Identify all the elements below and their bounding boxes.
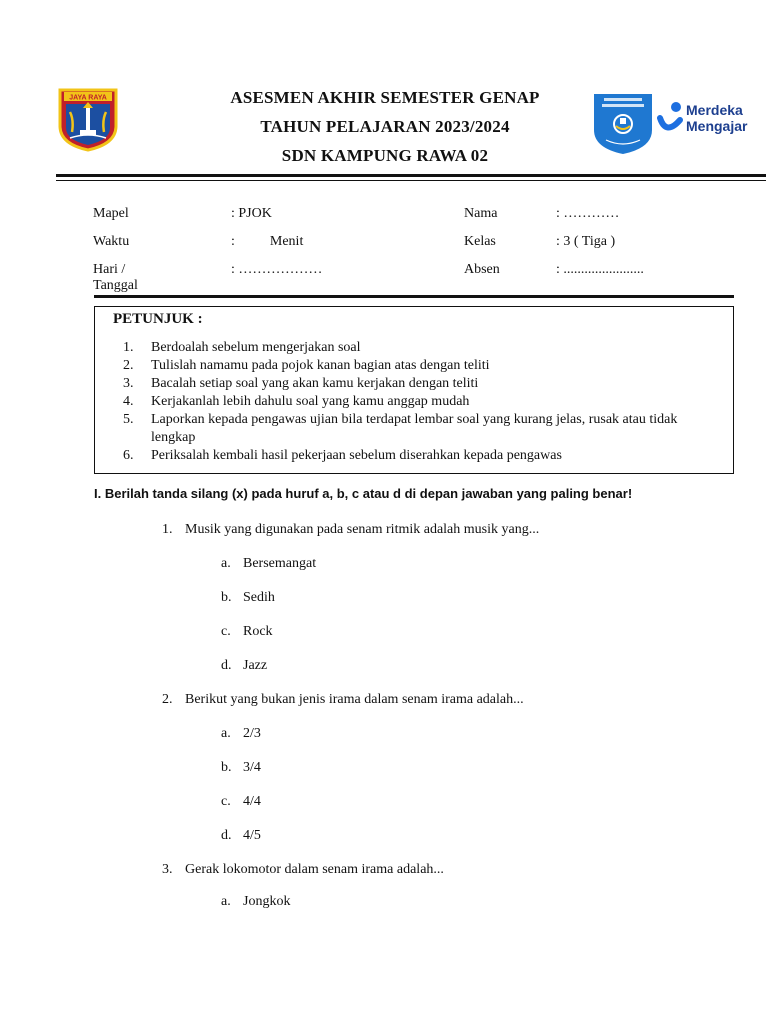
section-heading: I. Berilah tanda silang (x) pada huruf a, b, c atau d di depan jawaban yang paling benar! (94, 486, 633, 501)
waktu-value: : Menit (231, 234, 304, 249)
option-letter: a. (221, 556, 231, 571)
instruction-item (123, 375, 723, 393)
option-letter: d. (221, 828, 232, 843)
instructions-box (94, 306, 734, 474)
merdeka-mengajar-icon (656, 100, 756, 140)
option-letter: b. (221, 590, 232, 605)
instruction-text: Bacalah setiap soal yang akan kamu kerjakan dengan teliti (151, 376, 479, 391)
instructions-list (123, 339, 723, 465)
absen-value: : ....................... (556, 262, 644, 277)
nama-label: Nama (464, 206, 498, 221)
option-text: Sedih (243, 590, 275, 605)
instruction-number: 3. (123, 376, 134, 391)
option-letter: a. (221, 726, 231, 741)
question-text: Musik yang digunakan pada senam ritmik adalah musik yang... (185, 522, 540, 537)
option-letter: a. (221, 894, 231, 909)
instruction-item (123, 447, 723, 465)
header-title-line3: SDN KAMPUNG RAWA 02 (281, 146, 489, 165)
instruction-number: 1. (123, 340, 134, 355)
hari-tanggal-label: Hari / Tanggal (93, 262, 138, 293)
option-text: 4/4 (243, 794, 261, 809)
kelas-value: : 3 ( Tiga ) (556, 234, 616, 249)
option-letter: d. (221, 658, 232, 673)
option-text: Jazz (243, 658, 268, 673)
instruction-number: 2. (123, 358, 134, 373)
instruction-text: Laporkan kepada pengawas ujian bila terdapat lembar soal yang kurang jelas, rusak atau tidak lengkap (151, 412, 678, 445)
option-text: 4/5 (243, 828, 261, 843)
header-title-line1: ASESMEN AKHIR SEMESTER GENAP (230, 88, 540, 107)
option-letter: b. (221, 760, 232, 775)
waktu-label: Waktu (93, 234, 130, 249)
instruction-number: 6. (123, 448, 134, 463)
question-number: 2. (162, 692, 173, 707)
question-number: 3. (162, 862, 173, 877)
option-text: 2/3 (243, 726, 261, 741)
kelas-label: Kelas (464, 234, 496, 249)
info-divider (94, 295, 734, 298)
instruction-text: Periksalah kembali hasil pekerjaan sebelum diserahkan kepada pengawas (151, 448, 562, 463)
jakarta-emblem-icon (56, 86, 120, 152)
option-text: Bersemangat (243, 556, 317, 571)
instruction-text: Tulislah namamu pada pojok kanan bagian atas dengan teliti (151, 358, 490, 373)
hari-tanggal-value: : ……………… (231, 262, 323, 277)
header-divider-thin (56, 180, 766, 181)
question-text: Gerak lokomotor dalam senam irama adalah... (185, 862, 444, 877)
instruction-item (123, 393, 723, 411)
option-letter: c. (221, 624, 231, 639)
absen-label: Absen (464, 262, 500, 277)
instruction-number: 5. (123, 412, 134, 427)
instruction-text: Kerjakanlah lebih dahulu soal yang kamu anggap mudah (151, 394, 470, 409)
header-divider-thick (56, 174, 766, 177)
instruction-number: 4. (123, 394, 134, 409)
instruction-text: Berdoalah sebelum mengerjakan soal (151, 340, 361, 355)
question-number: 1. (162, 522, 173, 537)
emblem-text: JAYA RAYA (69, 94, 107, 102)
mapel-label: Mapel (93, 206, 129, 221)
mapel-value: : PJOK (231, 206, 272, 221)
merdeka-logo-line1: Merdeka (686, 102, 743, 118)
option-letter: c. (221, 794, 231, 809)
instructions-title: PETUNJUK : (113, 311, 203, 327)
instruction-item (123, 339, 723, 357)
option-text: 3/4 (243, 760, 261, 775)
option-text: Jongkok (243, 894, 291, 909)
merdeka-logo-line2: Mengajar (686, 118, 748, 134)
header-title-line2: TAHUN PELAJARAN 2023/2024 (260, 117, 510, 136)
instruction-item (123, 411, 723, 447)
school-emblem-icon (592, 92, 654, 156)
question-text: Berikut yang bukan jenis irama dalam senam irama adalah... (185, 692, 524, 707)
instruction-item (123, 357, 723, 375)
nama-value: : ………… (556, 206, 620, 221)
option-text: Rock (243, 624, 273, 639)
